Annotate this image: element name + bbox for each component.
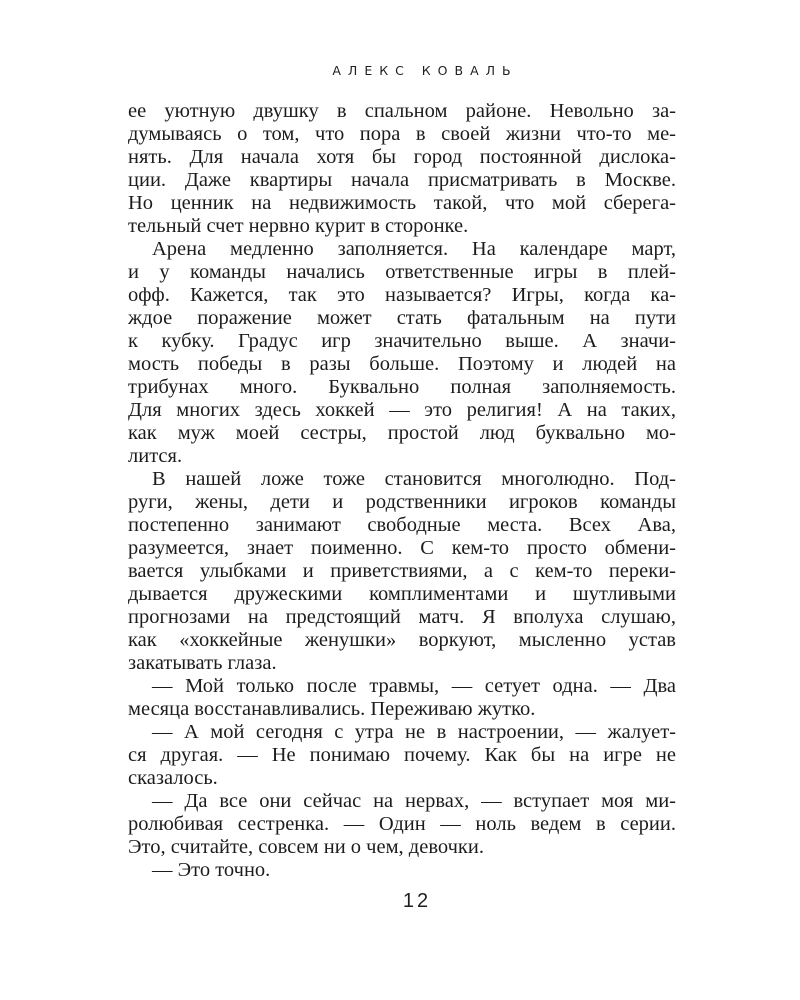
text-line: дывается дружескими комплиментами и шутливыми (128, 583, 676, 605)
text-line: Но ценник на недвижимость такой, что мой сберега- (128, 192, 676, 214)
text-line: ся другая. — Не понимаю почему. Как бы на игре не (128, 744, 676, 766)
text-line: прогнозами на предстоящий матч. Я вполуха слушаю, (128, 606, 676, 628)
text-line: мость победы в разы больше. Поэтому и людей на (128, 353, 676, 375)
paragraph (128, 100, 676, 238)
text-line: вается улыбками и приветствиями, а с кем-то переки- (128, 560, 676, 582)
text-line: — Да все они сейчас на нервах, — вступает моя ми- (152, 790, 676, 812)
text-line: и у команды начались ответственные игры в плей- (128, 261, 676, 283)
text-line: нять. Для начала хотя бы город постоянной дислока- (128, 146, 676, 168)
text-line: ции. Даже квартиры начала присматривать в Москве. (128, 169, 676, 191)
text-line: как «хоккейные женушки» воркуют, мысленно устав (128, 629, 676, 651)
text-line: ролюбивая сестренка. — Один — ноль ведем в серии. (128, 813, 676, 835)
text-line: руги, жены, дети и родственники игроков команды (128, 491, 676, 513)
text-line: — Это точно. (152, 859, 271, 881)
paragraph (128, 468, 676, 675)
text-line: лится. (128, 445, 183, 467)
paragraph (128, 859, 676, 882)
text-line: месяца восстанавливались. Переживаю жутко. (128, 698, 536, 720)
text-line: закатывать глаза. (128, 652, 277, 674)
text-line: тельный счет нервно курит в сторонке. (128, 215, 469, 237)
page-number: 12 (402, 890, 432, 912)
paragraph (128, 675, 676, 721)
text-line: ее уютную двушку в спальном районе. Невольно за- (128, 100, 676, 122)
text-line: трибунах много. Буквально полная заполняемость. (128, 376, 676, 398)
paragraph (128, 790, 676, 859)
text-line: Арена медленно заполняется. На календаре март, (152, 238, 676, 260)
text-line: сказалось. (128, 767, 218, 789)
text-line: офф. Кажется, так это называется? Игры, когда ка- (128, 284, 676, 306)
text-line: к кубку. Градус игр значительно выше. А значи- (128, 330, 676, 352)
text-line: Для многих здесь хоккей — это религия! А на таких, (128, 399, 676, 421)
text-line: Это, считайте, совсем ни о чем, девочки. (128, 836, 484, 858)
text-line: постепенно занимают свободные места. Всех Ава, (128, 514, 676, 536)
body-text (128, 100, 676, 882)
text-line: думываясь о том, что пора в своей жизни что-то ме- (128, 123, 676, 145)
paragraph (128, 721, 676, 790)
text-line: В нашей ложе тоже становится многолюдно. Под- (152, 468, 676, 490)
paragraph (128, 238, 676, 468)
text-line: разумеется, знает поименно. С кем-то просто обмени- (128, 537, 676, 559)
running-head-author: АЛЕКС КОВАЛЬ (332, 63, 518, 78)
text-line: ждое поражение может стать фатальным на пути (128, 307, 676, 329)
text-line: — Мой только после травмы, — сетует одна. — Два (152, 675, 676, 697)
text-line: как муж моей сестры, простой люд буквально мо- (128, 422, 676, 444)
text-line: — А мой сегодня с утра не в настроении, — жалует- (152, 721, 676, 743)
